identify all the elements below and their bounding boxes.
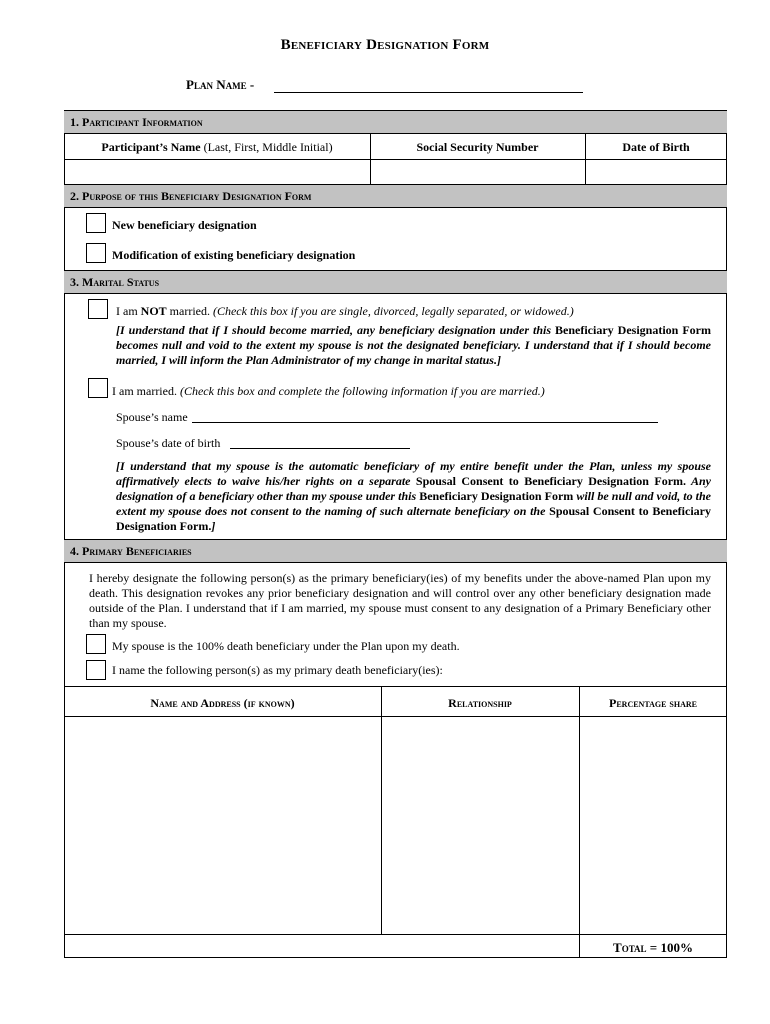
new-designation-label: New beneficiary designation (112, 218, 257, 232)
ssn-field[interactable] (371, 160, 584, 183)
unmarried-notice: [I understand that if I should become married, any beneficiary designation under this Beneficiary Designation Form becomes null and void to the extent my spouse is not the designated beneficiary. I understand that if I should become married, I will inform the Plan Administrator of my change in marital status.] (116, 323, 711, 367)
section1-heading: 1. Participant Information (64, 110, 727, 134)
named-beneficiary-checkbox[interactable] (86, 660, 106, 680)
not-married-checkbox[interactable] (88, 299, 108, 319)
spouse-beneficiary-checkbox[interactable] (86, 634, 106, 654)
ssn-header: Social Security Number (416, 140, 539, 154)
spouse-name-label: Spouse’s name (116, 410, 188, 424)
plan-name-label: Plan Name - (186, 77, 255, 92)
relationship-field[interactable] (382, 717, 578, 933)
married-checkbox[interactable] (88, 378, 108, 398)
primary-beneficiary-intro: I hereby designate the following person(s) as the primary beneficiary(ies) of my benefits under the above-named Plan upon my death. This designation revokes any prior beneficiary designation and will control over any other beneficiary designation made outside of the Plan. I understand that if I am married, my spouse must consent to any designation of a Primary Beneficiary other than my spouse. (89, 571, 711, 630)
plan-name-field[interactable] (274, 92, 583, 93)
percentage-field[interactable] (580, 717, 726, 933)
beneficiary-name-field[interactable] (65, 717, 380, 933)
divider (64, 686, 727, 687)
total-label: Total = 100% (613, 940, 693, 955)
section2-heading: 2. Purpose of this Beneficiary Designation Form (64, 184, 727, 208)
spouse-beneficiary-label: My spouse is the 100% death beneficiary under the Plan upon my death. (112, 639, 460, 653)
participant-name-field[interactable] (65, 160, 369, 183)
named-beneficiary-label: I name the following person(s) as my primary death beneficiary(ies): (112, 663, 443, 677)
spouse-name-field[interactable] (192, 422, 658, 423)
beneficiary-name-header: Name and Address (if known) (150, 696, 295, 710)
spouse-dob-label: Spouse’s date of birth (116, 436, 221, 450)
married-notice: [I understand that my spouse is the automatic beneficiary of my entire benefit under the Plan, unless my spouse affirmatively elects to waive his/her rights on a separate Spousal Consent to Beneficiary Designation Form. Any designation of a beneficiary other than my spouse under this Beneficiary Designation Form will be null and void, to the extent my spouse does not consent to the naming of such alternate beneficiary on the Spousal Consent to Beneficiary Designation Form.] (116, 459, 711, 533)
modify-designation-label: Modification of existing beneficiary designation (112, 248, 356, 262)
participant-name-header: Participant’s Name (Last, First, Middle Initial) (101, 140, 333, 154)
relationship-header: Relationship (448, 696, 512, 710)
dob-field[interactable] (586, 160, 726, 183)
form-title: Beneficiary Designation Form (280, 37, 490, 53)
percentage-header: Percentage share (609, 696, 697, 710)
spouse-dob-field[interactable] (230, 448, 410, 449)
section4-heading: 4. Primary Beneficiaries (64, 539, 727, 563)
section3-heading: 3. Marital Status (64, 270, 727, 294)
divider (64, 934, 727, 935)
not-married-label: I am NOT married. (Check this box if you are single, divorced, legally separated, or widowed.) (116, 304, 574, 318)
modify-designation-checkbox[interactable] (86, 243, 106, 263)
new-designation-checkbox[interactable] (86, 213, 106, 233)
dob-header: Date of Birth (622, 140, 690, 154)
married-label: I am married. (Check this box and complete the following information if you are married.) (112, 384, 545, 398)
